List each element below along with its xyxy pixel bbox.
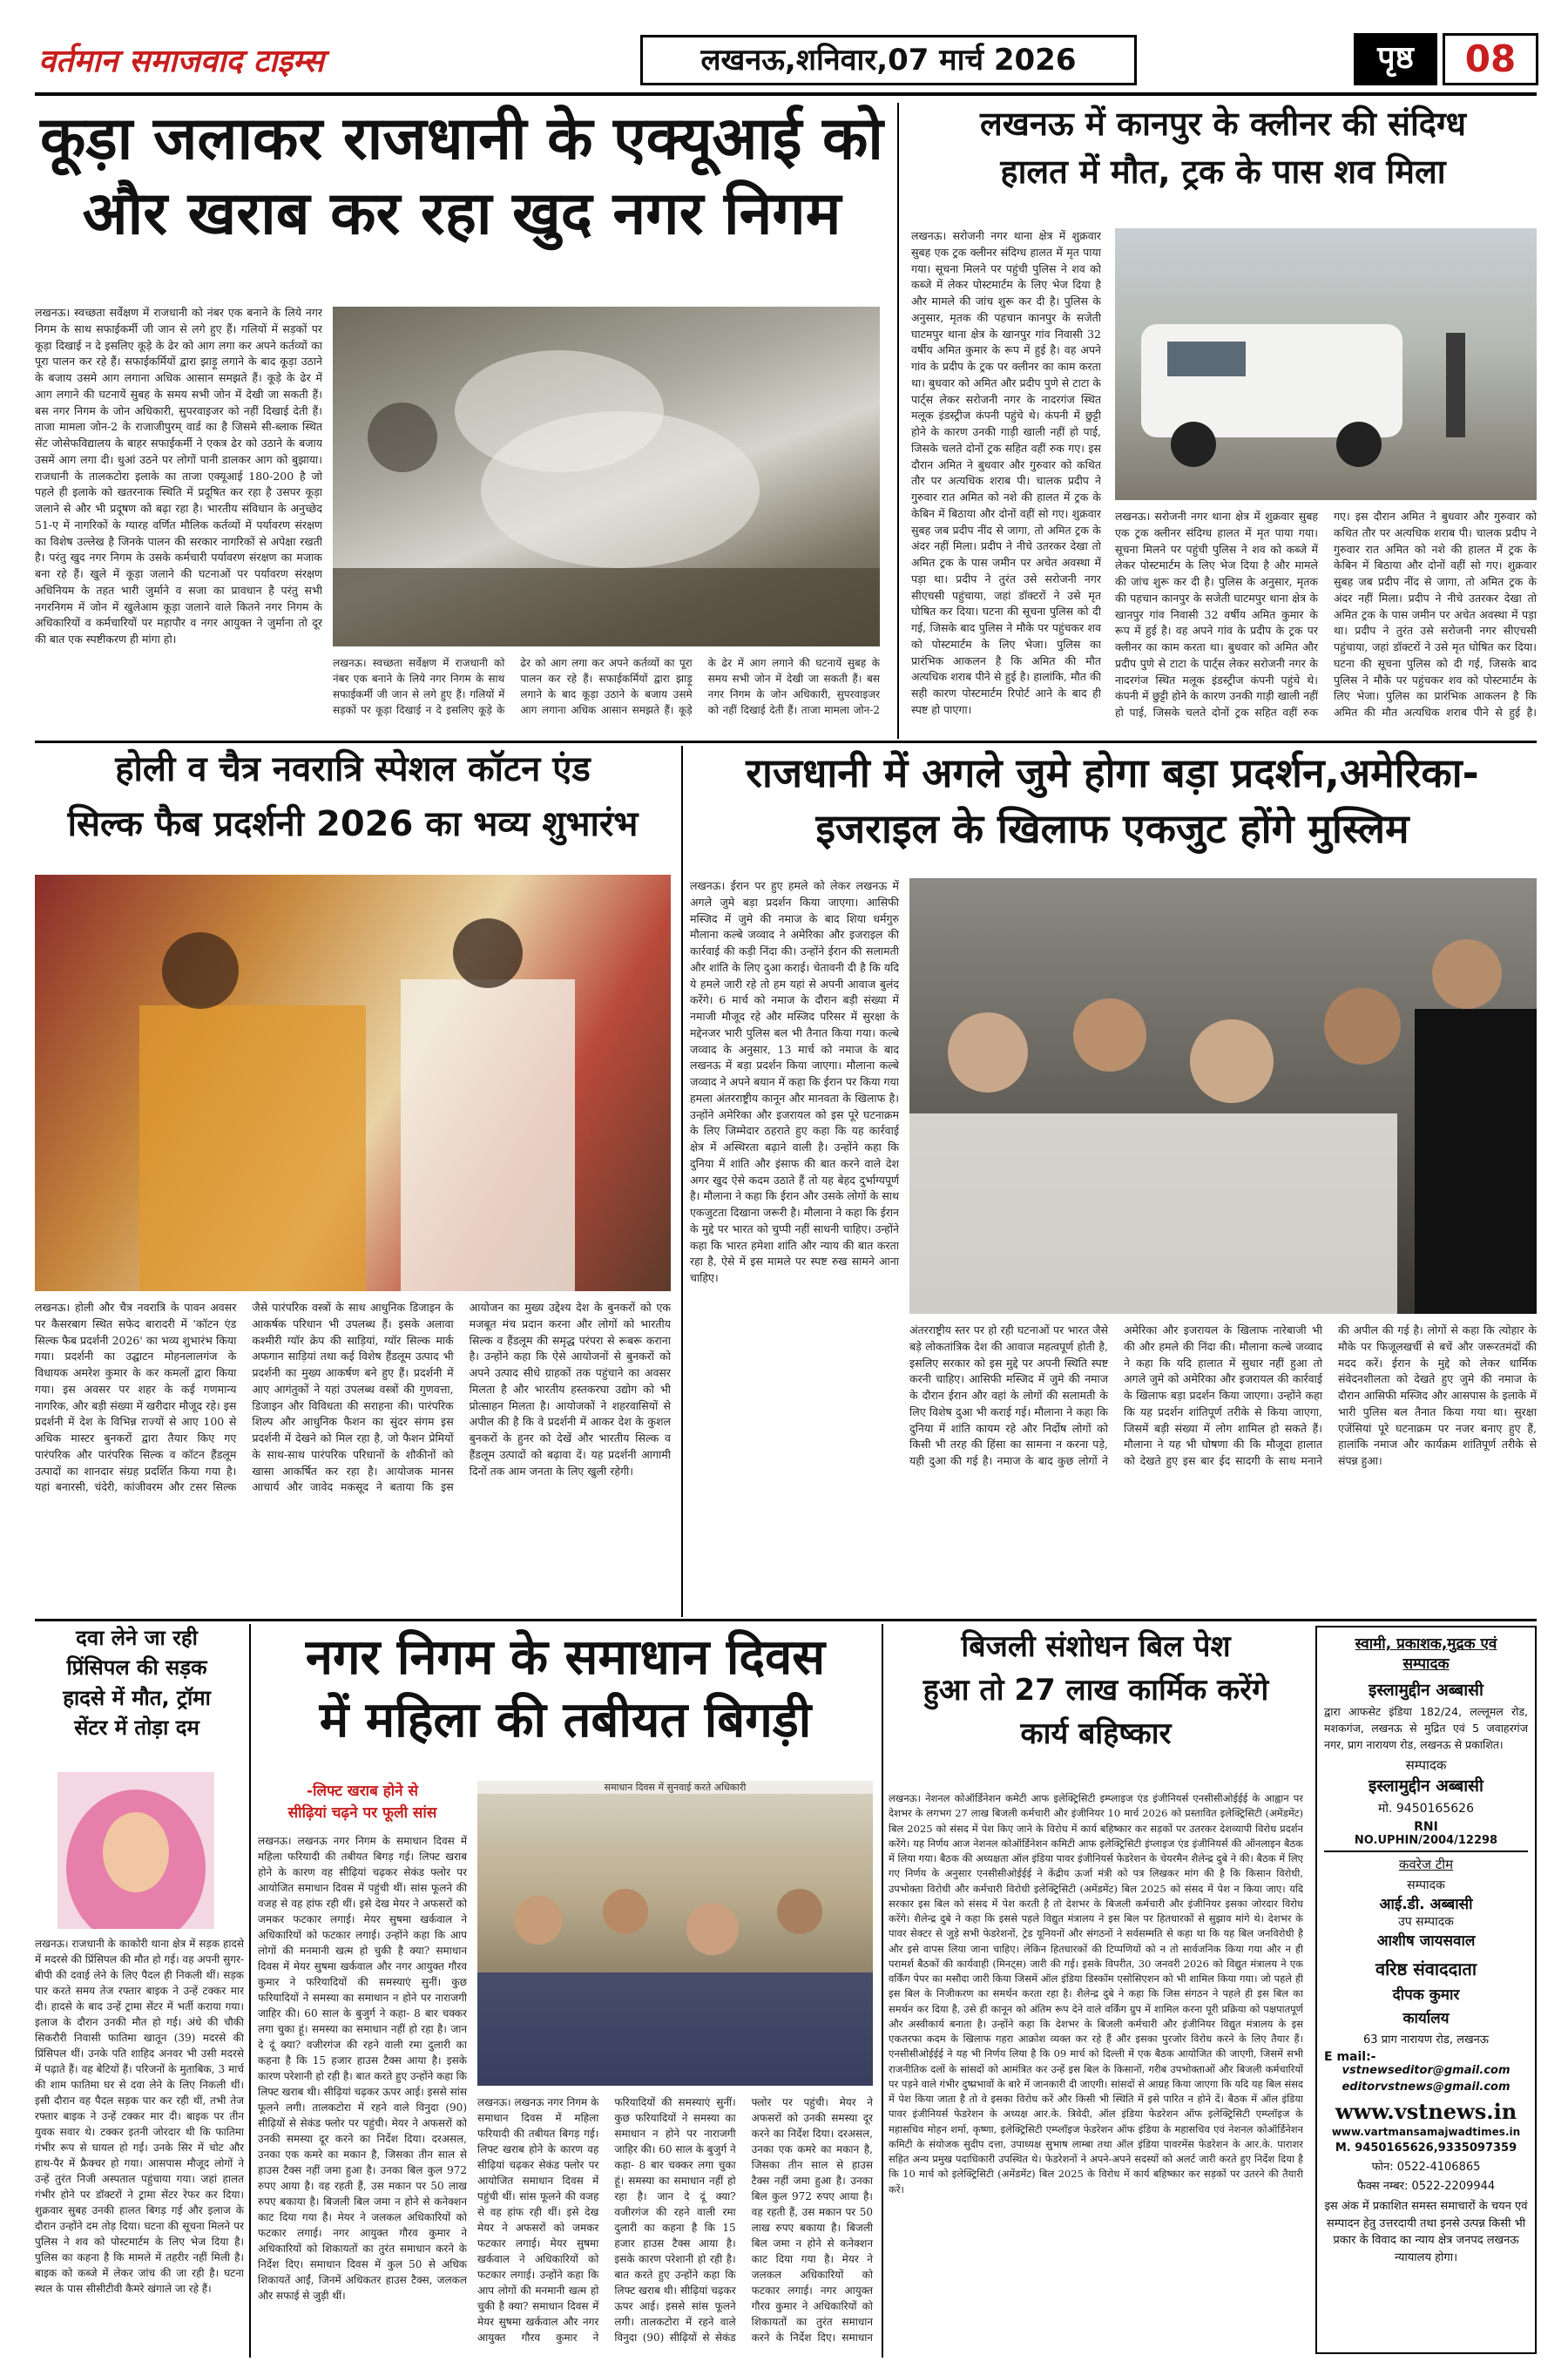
story5-headline-line2: प्रिंसिपल की सड़क [66,1655,207,1681]
imprint-website[interactable]: www.vstnews.in [1335,2099,1517,2125]
imprint-box [1315,1626,1537,2354]
story5-headline-line1: दवा लेने जा रही [76,1626,198,1650]
imprint-role-1: सम्पादक [1402,1655,1450,1673]
story4-headline-line1: राजधानी में अगले जुमे होगा बड़ा प्रदर्शन,अमेरिका- [746,749,1479,796]
imprint-website-2[interactable]: www.vartmansamajwadtimes.in [1331,2126,1521,2139]
portrait-illustration [57,1772,214,1929]
story5-headline-line4: सेंटर में तोड़ा दम [74,1715,199,1740]
story2-ambulance-photo [1115,228,1537,500]
imprint-owner-name: इस्लामुद्दीन अब्बासी [1369,1681,1484,1700]
story6-photo-caption: समाधान दिवस में सुनवाई करते अधिकारी [477,1781,873,1794]
column-divider-4 [882,1624,883,2358]
story6-headline [258,1629,873,1749]
masthead-rule [35,92,1537,96]
imprint-role-4: उप सम्पादक [1398,1915,1454,1930]
imprint-role-2: सम्पादक [1405,1757,1447,1774]
story5-body: लखनऊ। राजधानी के काकोरी थाना क्षेत्र में सड़क हादसे में मदरसे की प्रिंसिपल की मौत हो गई। वह अपनी सुगर-बीपी की दवाई लेने के लिए पैदल ही निकली थीं। सड़क पार करते समय तेज रफ्तार बाइक ने उन्हें टक्कर मार दी। हादसे के बाद उन्हें ट्रामा सेंटर में भर्ती कराया गया। इलाज के दौरान उनकी मौत हो गई। अंधे की चौकी सिकरौरी निवासी फातिमा खातून (39) मदरसे की प्रिंसिपल थीं। उनके पति शाहिद अनवर भी उसी मदरसे में पढ़ाते हैं। वह बेटियों हैं। परिजनों के मुताबिक, 3 मार्च की शाम फातिमा घर से दवा लेने के लिए निकली थीं। इसी दौरान वह पैदल सड़क पार कर रही थीं, तभी तेज रफ्तार बाइक ने उन्हें टक्कर मार दी। बाइक पर तीन युवक सवार थे। टक्कर इतनी जोरदार थी कि फातिमा गंभीर रूप से घायल हो गईं। उनके सिर में चोट और हाथ-पैर में फ्रैक्चर हो गया। आसपास मौजूद लोगों ने उन्हें तुरंत निजी अस्पताल पहुंचाया गया। जहां हालत गंभीर होने पर डॉक्टरों ने ट्रामा सेंटर रेफर कर दिया। शुक्रवार सुबह उनकी हालत बिगड़ गई और इलाज के दौरान उन्होंने दम तोड़ दिया। घटना की सूचना मिलने पर पुलिस ने शव को पोस्टमार्टम के लिए भेज दिया है। पुलिस का कहना है कि मामले में तहरीर नहीं मिली है। बाइक को कब्जे में लेकर जांच की जा रही है। घटना स्थल के पास सीसीटीवी कैमरे खंगाले जा रहे हैं। [35,1938,244,2295]
saree-display-illustration [35,875,671,1291]
story2-headline-line1: लखनऊ में कानपुर के क्लीनर की संदिग्ध [979,105,1467,143]
masthead-paper-name: वर्तमान समाजवाद टाइम्स [38,44,324,79]
crowd-illustration [909,878,1537,1314]
story3-exhibition-photo [35,875,671,1291]
imprint-role-3: सम्पादक [1407,1878,1445,1893]
story2-headline [909,105,1537,192]
column-divider-3 [249,1624,251,2358]
imprint-mobile: मो. 9450165626 [1378,1802,1474,1817]
meeting-illustration [477,1781,873,2086]
imprint-coverage-team: कवरेज टीम [1398,1857,1454,1873]
story7-headline-line1: बिजली संशोधन बिल पेश [961,1629,1231,1664]
story7-headline [889,1629,1303,1751]
story6-meeting-photo [477,1781,873,2086]
story1-body-bottom: लखनऊ। स्वच्छता सर्वेक्षण में राजधानी को नंबर एक बनाने के लिये नगर निगम के साथ सफाईकर्मी जी जान से लगे हुए हैं। गलियों में सड़कों पर कूड़ा दिखाई न दे इसलिए कूड़े के ढेर को आग लगा कर अपने कर्तव्यों का पूरा पालन कर रहे हैं। सफाईकर्मियों द्वारा झाड़ू लगाने के बाद कूड़ा उठाने के बजाय उसमे आग लगाना अधिक आसान समझते हैं। कूड़े के ढेर में आग लगाने की घटनायें सुबह के समय सभी जोन में देखी जा सकती हैं। बस नगर निगम के जोन अधिकारी, सुपरवाइजर को नहीं दिखाई देती हैं। ताजा मामला जोन-2 [333,657,880,716]
section-rule-1 [35,741,1537,743]
imprint-email-2[interactable]: editorvstnews@gmail.com [1342,2081,1511,2094]
imprint-subeditor-name: आशीष जायसवाल [1376,1932,1476,1951]
story2-headline-line2: हालत में मौत, ट्रक के पास शव मिला [1000,152,1446,191]
story4-protest-photo [909,878,1537,1314]
imprint-fax: फैक्स नम्बर: 0522-2209944 [1356,2180,1496,2194]
story7-headline-line3: कार्य बहिष्कार [1020,1716,1172,1752]
imprint-editor-name: इस्लामुद्दीन अब्बासी [1369,1776,1484,1796]
story3-headline-line1: होली व चैत्र नवरात्रि स्पेशल कॉटन एंड [115,749,591,789]
imprint-title: स्वामी, प्रकाशक,मुद्रक एवं [1355,1635,1497,1653]
story4-headline-line2: इजराइल के खिलाफ एकजुट होंगे मुस्लिम [815,805,1409,853]
imprint-office-title: कार्यालय [1402,2010,1450,2028]
story1-headline-line1: कूड़ा जलाकर राजधानी के एक्यूआई को [40,105,883,173]
story5-headline-line3: हादसे में मौत, ट्रॉमा [63,1685,211,1710]
story6-body-left: लखनऊ। लखनऊ नगर निगम के समाधान दिवस में महिला फरियादी की तबीयत बिगड़ गई। लिफ्ट खराब होने के कारण वह सीढ़ियां चढ़कर सेकंड फ्लोर पर आयोजित समाधान दिवस में पहुंची थीं। सांस फूलने की वजह से वह हांफ रही थीं। इसे देख मेयर ने अफसरों को जमकर फटकार लगाई। मेयर सुषमा खर्कवाल ने अधिकारियों को फटकार लगाई। उन्होंने कहा कि आप लोगों की मनमानी खत्म हो चुकी है क्या? समाधान दिवस में मेयर सुषमा खर्कवाल और नगर आयुक्त गौरव कुमार ने फरियादियों की समस्याएं सुनीं। कुछ फरियादियों ने समस्या का समाधान न होने पर नाराजगी जाहिर की। 60 साल के बुजुर्ग ने कहा- 8 बार चक्कर लगा चुका हूं। समस्या का समाधान नहीं हो रहा है। जान दे दूं क्या? वजीरगंज की रहने वाली रमा दुलारी का कहना है कि 15 हजार हाउस टैक्स आया है। इसके कारण परेशानी हो रही है। बात करते हुए उन्होंने कहा कि लिफ्ट खराब थी। सीढ़ियां चढ़कर ऊपर आई। इससे सांस फूलने लगी। तालकटोरा में रहने वाले विनुदा (90) सीढ़ियों से सेकंड फ्लोर पर पहुंची। मेयर ने अफसरों को उनकी समस्या दूर करने का निर्देश दिया। दरअसल, उनका एक कमरे का मकान है, जिसका तीन साल से हाउस टैक्स नहीं जमा हुआ है। उनका बिल कुल 972 रुपए आया है। वह रहती हैं, उस मकान पर 50 लाख रुपए बकाया है। बिजली बिल जमा न होने से कनेक्शन काट दिया गया है। मेयर ने जलकल अधिकारियों को फटकार लगाई। नगर आयुक्त गौरव कुमार ने अधिकारियों को शिकायतों का तुरंत समाधान करने के निर्देश दिए। समाधान दिवस में कुल 50 से अधिक शिकायतें आईं, जिनमें अधिकतर हाउस टैक्स, जलकल और सफाई से जुड़ी थीं। [258,1835,467,2302]
imprint-disclaimer: इस अंक में प्रकाशित समस्त समाचारों के चयन एवं सम्पादन हेतु उत्तरदायी तथा इनसे उत्पन्न किसी भी प्रकार के विवाद का न्याय क्षेत्र जनपद लखनऊ न्यायालय होगा। [1324,2200,1528,2264]
page-number: 08 [1443,33,1538,85]
imprint-correspondent-name: दीपक कुमार [1392,1986,1460,2005]
story3-body: लखनऊ। होली और चैत्र नवरात्रि के पावन अवसर पर कैसरबाग स्थित सफेद बारादरी में 'कॉटन एंड सिल्क फैब प्रदर्शनी 2026' का भव्य शुभारंभ किया गया। प्रदर्शनी का उद्घाटन मोहनलालगंज के विधायक अमरेश कुमार के कर कमलों द्वारा किया गया। इस अवसर पर शहर के कई गणमान्य नागरिक, और बड़ी संख्या में खरीदार मौजूद रहे। इस प्रदर्शनी में देश के विभिन्न राज्यों से आए 100 से अधिक मास्टर बुनकरों द्वारा तैयार किए गए पारंपरिक और पारंपरिक सिल्क व कॉटन हैंडलूम उत्पादों का शानदार संग्रह प्रदर्शित किया गया है। यहां बनारसी, चंदेरी, कांजीवरम और टसर सिल्क जैसे पारंपरिक वस्त्रों के साथ आधुनिक डिजाइन के आकर्षक परिधान भी उपलब्ध हैं। इसके अलावा कश्मीरी ग्यॉर क्रेप की साड़ियां, ग्यॉर सिल्क मार्क अफगान साड़ियां तथा कई विशेष हैंडलूम उत्पाद भी प्रदर्शनी का मुख्य आकर्षण बने हुए हैं। प्रदर्शनी में आए आगंतुकों ने यहां उपलब्ध वस्त्रों की गुणवत्ता, डिजाइन और विविधता की सराहना की। पारंपरिक शिल्प और आधुनिक फैशन का सुंदर संगम इस प्रदर्शनी में देखने को मिल रहा है, जो फैशन प्रेमियों के साथ-साथ पारंपरिक परिधानों के शौकीनों को खासा आकर्षित कर रहा है। आयोजक मानस आचार्य और जावेद मकसूद ने बताया कि इस आयोजन का मुख्य उद्देश्य देश के बुनकरों को एक मजबूत मंच प्रदान करना और लोगों को भारतीय सिल्क व हैंडलूम की समृद्ध परंपरा से रूबरू कराना है। उन्होंने कहा कि ऐसे आयोजनों से बुनकरों को अपने उत्पाद सीधे ग्राहकों तक पहुंचाने का अवसर मिलता है और भारतीय हस्तकरघा उद्योग को भी प्रोत्साहन मिलता है। आयोजकों ने शहरवासियों से अपील की है कि वे प्रदर्शनी में आकर देश के कुशल बुनकरों के हुनर को देखें और भारतीय सिल्क व हैंडलूम उत्पादों को बढ़ावा दें। यह प्रदर्शनी आगामी दिनों तक आम जनता के लिए खुली रहेगी। [35,1301,671,1494]
column-divider-2 [681,746,683,1617]
story2-body-left: लखनऊ। सरोजनी नगर थाना क्षेत्र में शुक्रवार सुबह एक ट्रक क्लीनर संदिग्ध हालत में मृत पाया गया। सूचना मिलने पर पहुंची पुलिस ने शव को कब्जे में लेकर पोस्टमार्टम के लिए भेज दिया है और मामले की जांच शुरू कर दी है। पुलिस के अनुसार, मृतक की पहचान कानपुर के सजेती घाटमपुर थाना क्षेत्र के खानपुर गांव निवासी 32 वर्षीय अमित कुमार के रूप में हुई है। वह अपने गांव के प्रदीप के ट्रक पर क्लीनर का काम करता था। बुधवार को अमित और प्रदीप पुणे से टाटा के पार्ट्स लेकर सरोजनी नगर के नादरगंज स्थित मलूक इंडस्ट्रीज कंपनी पहुंचे थे। कंपनी में छुट्टी होने के कारण उनकी गाड़ी खाली नहीं हो पाई, जिसके चलते दोनों ट्रक सहित वहीं रुक गए। इस दौरान अमित ने बुधवार और गुरुवार को कथित तौर पर अत्यधिक शराब पी। चालक प्रदीप ने गुरुवार रात अमित को नशे की हालत में ट्रक के केबिन में बिठाया और दोनों वहीं सो गए। शुक्रवार सुबह जब प्रदीप नींद से जागा, तो अमित ट्रक के अंदर नहीं मिला। प्रदीप ने नीचे उतरकर देखा तो अमित ट्रक के पास जमीन पर अचेत अवस्था में पड़ा था। प्रदीप ने तुरंत उसे सरोजनी नगर सीएचसी पहुंचाया, जहां डॉक्टरों ने उसे मृत घोषित कर दिया। घटना की सूचना पुलिस को दी गई, जिसके बाद पुलिस ने मौके पर पहुंचकर शव को पोस्टमार्टम के लिए भेजा। पुलिस का प्रारंभिक आकलन है कि अमित की मौत अत्यधिक शराब पीने से हुई है। हालांकि, मौत की सही कारण पोस्टमार्टम रिपोर्ट आने के बाद ही स्पष्ट हो पाएगा। [911,229,1101,716]
imprint-correspondent-title: वरिष्ठ संवाददाता [1375,1959,1477,1980]
story5-principal-portrait [57,1772,214,1929]
column-divider-1 [897,103,899,739]
story5-headline [35,1626,239,1740]
story1-smoke-photo [333,307,880,646]
smoke-illustration [333,307,880,646]
imprint-mobile-2: M. 9450165626,9335097359 [1335,2142,1517,2155]
story6-subhead-line2: सीढ़ियां चढ़ने पर फूली सांस [287,1803,437,1822]
story6-subhead-line1: -लिफ्ट खराब होने से [307,1783,418,1800]
ambulance-illustration [1115,228,1537,500]
masthead-dateline: लखनऊ,शनिवार,07 मार्च 2026 [640,35,1137,85]
story2-body-right: लखनऊ। सरोजनी नगर थाना क्षेत्र में शुक्रवार सुबह एक ट्रक क्लीनर संदिग्ध हालत में मृत पाया गया। सूचना मिलने पर पहुंची पुलिस ने शव को कब्जे में लेकर पोस्टमार्टम के लिए भेज दिया है और मामले की जांच शुरू कर दी है। पुलिस के अनुसार, मृतक की पहचान कानपुर के सजेती घाटमपुर थाना क्षेत्र के खानपुर गांव निवासी 32 वर्षीय अमित कुमार के रूप में हुई है। वह अपने गांव के प्रदीप के ट्रक पर क्लीनर का काम करता था। बुधवार को अमित और प्रदीप पुणे से टाटा के पार्ट्स लेकर सरोजनी नगर के नादरगंज स्थित मलूक इंडस्ट्रीज कंपनी पहुंचे थे। कंपनी में छुट्टी होने के कारण उनकी गाड़ी खाली नहीं हो पाई, जिसके चलते दोनों ट्रक सहित वहीं रुक गए। इस दौरान अमित ने बुधवार और गुरुवार को कथित तौर पर अत्यधिक शराब पी। चालक प्रदीप ने गुरुवार रात अमित को नशे की हालत में ट्रक के केबिन में बिठाया और दोनों वहीं सो गए। शुक्रवार सुबह जब प्रदीप नींद से जागा, तो अमित ट्रक के अंदर नहीं मिला। प्रदीप ने नीचे उतरकर देखा तो अमित ट्रक के पास जमीन पर अचेत अवस्था में पड़ा था। प्रदीप ने तुरंत उसे सरोजनी नगर सीएचसी पहुंचाया, जहां डॉक्टरों ने उसे मृत घोषित कर दिया। घटना की सूचना पुलिस को दी गई, जिसके बाद पुलिस ने मौके पर पहुंचकर शव को पोस्टमार्टम के लिए भेजा। पुलिस का प्रारंभिक आकलन है कि अमित की मौत अत्यधिक शराब पीने से हुई है। [1115,510,1537,719]
story6-headline-line2: में महिला की तबीयत बिगड़ी [319,1692,812,1749]
story6-body-right: लखनऊ। लखनऊ नगर निगम के समाधान दिवस में महिला फरियादी की तबीयत बिगड़ गई। लिफ्ट खराब होने के कारण वह सीढ़ियां चढ़कर सेकंड फ्लोर पर आयोजित समाधान दिवस में पहुंची थीं। सांस फूलने की वजह से वह हांफ रही थीं। इसे देख मेयर ने अफसरों को जमकर फटकार लगाई। मेयर सुषमा खर्कवाल ने अधिकारियों को फटकार लगाई। उन्होंने कहा कि आप लोगों की मनमानी खत्म हो चुकी है क्या? समाधान दिवस में मेयर सुषमा खर्कवाल और नगर आयुक्त गौरव कुमार ने फरियादियों की समस्याएं सुनीं। कुछ फरियादियों ने समस्या का समाधान न होने पर नाराजगी जाहिर की। 60 साल के बुजुर्ग ने कहा- 8 बार चक्कर लगा चुका हूं। समस्या का समाधान नहीं हो रहा है। जान दे दूं क्या? वजीरगंज की रहने वाली रमा दुलारी का कहना है कि 15 हजार हाउस टैक्स आया है। इसके कारण परेशानी हो रही है। बात करते हुए उन्होंने कहा कि लिफ्ट खराब थी। सीढ़ियां चढ़कर ऊपर आई। इससे सांस फूलने लगी। तालकटोरा में रहने वाले विनुदा (90) सीढ़ियों से सेकंड फ्लोर पर पहुंची। मेयर ने अफसरों को उनकी समस्या दूर करने का निर्देश दिया। दरअसल, उनका एक कमरे का मकान है, जिसका तीन साल से हाउस टैक्स नहीं जमा हुआ है। उनका बिल कुल 972 रुपए आया है। वह रहती हैं, उस मकान पर 50 लाख रुपए बकाया है। बिजली बिल जमा न होने से कनेक्शन काट दिया गया है। मेयर ने जलकल अधिकारियों को फटकार लगाई। नगर आयुक्त गौरव कुमार ने अधिकारियों को शिकायतों का तुरंत समाधान करने के निर्देश दिए। समाधान [477,2096,873,2344]
imprint-phone: फोन: 0522-4106865 [1371,2161,1481,2175]
page-label: पृष्ठ [1354,33,1437,85]
story7-headline-line2: हुआ तो 27 लाख कार्मिक करेंगे [923,1673,1269,1709]
story3-headline [35,749,671,845]
imprint-email-label: E mail:- [1324,2050,1376,2065]
story1-body-left: लखनऊ। स्वच्छता सर्वेक्षण में राजधानी को नंबर एक बनाने के लिये नगर निगम के साथ सफाईकर्मी जी जान से लगे हुए हैं। गलियों में सड़कों पर कूड़ा दिखाई न दे इसलिए कूड़े के ढेर को आग लगा कर अपने कर्तव्यों का पूरा पालन कर रहे हैं। सफाईकर्मियों द्वारा झाड़ू लगाने के बाद कूड़ा उठाने के बजाय उसमे आग लगाना अधिक आसान समझते हैं। कूड़े के ढेर में आग लगाने की घटनायें सुबह के समय सभी जोन में देखी जा सकती हैं। बस नगर निगम के जोन अधिकारी, सुपरवाइजर को नहीं दिखाई देती हैं। ताजा मामला जोन-2 के राजाजीपुरम् वार्ड का है जिसमे सी-ब्लाक स्थित सेंट जोसेफविद्यालय के बाहर सफाईकर्मी ने एकत्र ढेर को उठाने के बजाय उसमें आग लगा दी। धुआं उठने पर लोगों पानी डालकर आग को बुझाया। राजधानी के तालकटोरा इलाके का ताजा एक्यूआई 180-200 है जो पहले ही इलाके को खतरनाक स्थिति में प्रदूषित कर रहा है उसपर कूड़ा जलाने से और भी प्रदूषण को बढ़ा रहा है। भारतीय संविधान के अनुच्छेद 51-ए में नागरिकों के ग्यारह वर्णित मौलिक कर्तव्यों में पर्यावरण संरक्षण का विशेष उल्लेख है जिनके पालन की सरकार नागरिकों से अपेक्षा रखती है। परंतु खुद नगर निगम के उसके कर्मचारी पर्यावरण संरक्षण का मजाक बना रहे हैं। खुले में कूड़ा जलाने की घटनाओं पर पर्यावरण संरक्षण अधिनियम के तहत भारी जुर्माने व सजा का प्रावधान है परंतु सभी नगरनिगम में जोन में खुलेआम कूड़ा जलाने वाले कितने नगर निगम के अधिकारियों व कर्मचारियों पर महापौर व नगर आयुक्त ने जुर्माना तो दूर की बात एक स्पष्टीकरण ही मांगा हो। [35,306,322,646]
imprint-address: द्वारा आफसेट इंडिया 182/24, लल्लूमल रोड, मशकगंज, लखनऊ से मुद्रित एवं 5 जवाहरगंज नगर, प्राग नारायण रोड, लखनऊ से प्रकाशित। [1324,1705,1528,1751]
story4-headline [688,749,1537,853]
imprint-office-address: 63 प्राग नारायण रोड, लखनऊ [1363,2033,1489,2047]
story3-headline-line2: सिल्क फैब प्रदर्शनी 2026 का भव्य शुभारंभ [67,804,639,845]
imprint-editor2-name: आई.डी. अब्बासी [1379,1896,1473,1914]
story6-subhead [258,1781,467,1824]
story1-headline-line2: और खराब कर रहा खुद नगर निगम [82,179,841,249]
story1-headline [35,105,889,249]
section-rule-2 [35,1619,1537,1621]
imprint-rni-label: RNI [1414,1820,1438,1835]
imprint-rni-number: NO.UPHIN/2004/12298 [1324,1834,1528,1852]
story6-headline-line1: नगर निगम के समाधान दिवस [305,1629,826,1686]
story7-body: लखनऊ। नेशनल कोऑर्डिनेशन कमेटी आफ इलेक्ट्रिसिटी इम्प्लाइज एंड इंजीनियर्स एनसीसीओईईई के आह्वान पर देशभर के लगभग 27 लाख बिजली कर्मचारी और इंजीनियर 10 मार्च 2026 को प्रस्तावित इलेक्ट्रिसिटी (अमेंडमेंट) बिल 2025 को संसद में पेश किए जाने के विरोध में कार्य बहिष्कार कर सड़कों पर उतरकर देशव्यापी विरोध प्रदर्शन करेंगे। यह निर्णय आज नेशनल कोऑर्डिनेशन कमिटी आफ इलेक्ट्रिसिटी इंप्लाइज एंड इंजीनियर्स की ऑनलाइन बैठक में लिया गया। बैठक की अध्यक्षता ऑल इंडिया पावर इंजीनियर्स फेडरेशन के चेयरमैन शैलेन्द्र दुबे ने की। बैठक में लिए गए निर्णय के अनुसार एनसीसीओईईई ने केंद्रीय ऊर्जा मंत्री को पत्र लिखकर मांग की है कि किसान विरोधी, उपभोक्ता विरोधी और कर्मचारी विरोधी इलेक्ट्रिसिटी (अमेंडमेंट) बिल 2025 को संसद में पेश न किया जाए। यदि सरकार इस बिल को संसद में पेश करती है तो देशभर के बिजली कर्मचारी और इंजीनियर इसका जोरदार विरोध करेंगे। शैलेन्द्र दुबे ने कहा कि इससे पहले विद्युत मंत्रालय ने इस बिल पर हितधारकों से सुझाव मांगे थे। देशभर के पावर सेक्टर से जुड़े सभी फेडरेशनों, ट्रेड यूनियनों और संगठनों ने सर्वसम्मति से कहा था कि यह बिल जनविरोधी है और इसे वापस लिया जाना चाहिए। लेकिन हितधारकों की टिप्पणियों को न तो सार्वजनिक किया गया और न ही परामर्श बैठकों की कार्यवाही (मिनट्स) जारी की गई। इसके विपरीत, 30 जनवरी 2026 को विद्युत मंत्रालय ने एक वर्किंग पेपर का मसौदा जारी किया जिसमें ऑल इंडिया डिस्कॉम एसोसिएशन को भी शामिल किया गया। जो पहले ही इस बिल के निजीकरण का समर्थन करता रहा है। शैलेन्द्र दुबे ने कहा कि जिस संगठन ने पहले ही इस बिल का समर्थन कर दिया है, उसे ही कानून को अंतिम रूप देने वाले वर्किंग ग्रुप में शामिल करना पूरी प्रक्रिया को पक्षपातपूर्ण और अस्वीकार्य बनाता है। उन्होंने कहा कि देशभर के बिजली कर्मचारी और इंजीनियर विद्युत मंत्रालय के इस एकतरफा कदम के खिलाफ गहरा आक्रोश व्यक्त कर रहे हैं और इसका पुरजोर विरोध करने के लिए तैयार हैं। एनसीसीओईईई ने यह भी निर्णय लिया है कि 09 मार्च को दिल्ली में एक बैठक आयोजित की जाएगी, जिसमें सभी राजनीतिक दलों के सांसदों को आमंत्रित कर उन्हें इस बिल के किसानों, गरीब उपभोक्ताओं और बिजली कर्मचारियों पर पड़ने वाले गंभीर दुष्प्रभावों के बारे में जानकारी दी जाएगी। सांसदों से आग्रह किया जाएगा कि यदि यह बिल संसद में पेश किया जाता है तो वे इसका विरोध करें और किसी भी स्थिति में इसे पारित न होने दें। बैठक में ऑल इंडिया पावर इंजीनियर्स फेडरेशन के अध्यक्ष आर.के. त्रिवेदी, ऑल इंडिया फेडरेशन ऑफ इलेक्ट्रिसिटी एम्प्लॉइज के महासचिव मोहन शर्मा, कृष्णा, इलेक्ट्रिसिटी एम्प्लॉइज फेडरेशन ऑफ इंडिया के महासचिव एवं नेशनल कोऑर्डिनेशन कमिटी के संयोजक सुदीप दत्ता, उपाध्यक्ष सुभाष लाम्बा तथा ऑल इंडिया पावरमेंस फेडरेशन के आर.के. पाराशर सहित अन्य प्रमुख पदाधिकारी उपस्थित थे। फेडरेशनों ने अपने-अपने सदस्यों को अलर्ट जारी करते हुए निर्देश दिया है कि 10 मार्च को इलेक्ट्रिसिटी (अमेंडमेंट) बिल 2025 के विरोध में कार्य बहिष्कार कर सड़कों पर उतरने की तैयारी करें। [889,1792,1303,2196]
imprint-email-1[interactable]: vstnewseditor@gmail.com [1342,2064,1511,2078]
story4-body-left: लखनऊ। ईरान पर हुए हमले को लेकर लखनऊ में अगले जुमे बड़ा प्रदर्शन किया जाएगा। आसिफी मस्जिद में जुमे की नमाज के बाद शिया धर्मगुरु मौलाना कल्बे जव्वाद ने अमेरिका और इजराइल की कार्रवाई की कड़ी निंदा की। उन्होंने ईरान की सलामती और शांति के लिए दुआ कराई। चेतावनी दी है कि यदि ये हमले जारी रहे तो हम यहां से अपनी आवाज बुलंद करेंगे। 6 मार्च को नमाज के दौरान बड़ी संख्या में नमाजी मौजूद रहे और मस्जिद परिसर में सुरक्षा के मद्देनजर भारी पुलिस बल भी तैनात किया गया। कल्बे जव्वाद के अनुसार, 13 मार्च को नमाज के बाद लखनऊ में बड़ा प्रदर्शन किया जाएगा। मौलाना कल्बे जव्वाद ने अपने बयान में कहा कि ईरान पर किया गया हमला अंतरराष्ट्रीय कानून और मानवता के खिलाफ है। उन्होंने अमेरिका और इजरायल को इस पूरे घटनाक्रम के लिए जिम्मेदार ठहराते हुए कहा कि यह कार्रवाई क्षेत्र में अस्थिरता बढ़ाने वाली है। उन्होंने कहा कि दुनिया में शांति और इंसाफ की बात करने वाले देश अगर खुद ऐसे कदम उठाते हैं तो यह बेहद दुर्भाग्यपूर्ण है। मौलाना ने कहा कि ईरान और उसके लोगों के साथ एकजुटता दिखाना जरूरी है। मौलाना ने कहा कि ईरान के मुद्दे पर भारत को चुप्पी नहीं साधनी चाहिए। उन्होंने कहा कि भारत हमेशा शांति और न्याय की बात करता रहा है, ऐसे में इस मामले पर स्पष्ट रुख सामने आना चाहिए। [690,879,899,1284]
story4-body-right: अंतरराष्ट्रीय स्तर पर हो रही घटनाओं पर भारत जैसे बड़े लोकतांत्रिक देश की आवाज महत्वपूर्ण होती है, इसलिए सरकार को इस मुद्दे पर अपनी स्थिति स्पष्ट करनी चाहिए। आसिफी मस्जिद में जुमे की नमाज के दौरान ईरान और वहां के लोगों की सलामती के लिए विशेष दुआ भी कराई गई। मौलाना ने कहा कि दुनिया में शांति कायम रहे और निर्दोष लोगों को किसी भी तरह की हिंसा का सामना न करना पड़े, यही दुआ की गई है। नमाज के बाद कुछ लोगों ने अमेरिका और इजरायल के खिलाफ नारेबाजी भी की और हमले की निंदा की। मौलाना कल्बे जव्वाद ने कहा कि यदि हालात में सुधार नहीं हुआ तो अगले जुमे को अमेरिका और इजरायल की कार्रवाई के खिलाफ बड़ा प्रदर्शन किया जाएगा। उन्होंने कहा कि यह प्रदर्शन शांतिपूर्ण तरीके से किया जाएगा, जिसमें बड़ी संख्या में लोग शामिल हो सकते हैं। मौलाना ने यह भी घोषणा की कि मौजूदा हालात को देखते हुए इस बार ईद सादगी के साथ मनाने की अपील की गई है। लोगों से कहा कि त्योहार के मौके पर फिजूलखर्ची से बचें और जरूरतमंदों की मदद करें। ईरान के मुद्दे को लेकर धार्मिक संवेदनशीलता को देखते हुए जुमे की नमाज के दौरान आसिफी मस्जिद और आसपास के इलाके में भारी पुलिस बल तैनात किया गया था। सुरक्षा एजेंसियां पूरे घटनाक्रम पर नजर बनाए हुए हैं, हालांकि नमाज और कार्यक्रम शांतिपूर्ण तरीके से संपन्न हुआ। [909,1323,1537,1467]
